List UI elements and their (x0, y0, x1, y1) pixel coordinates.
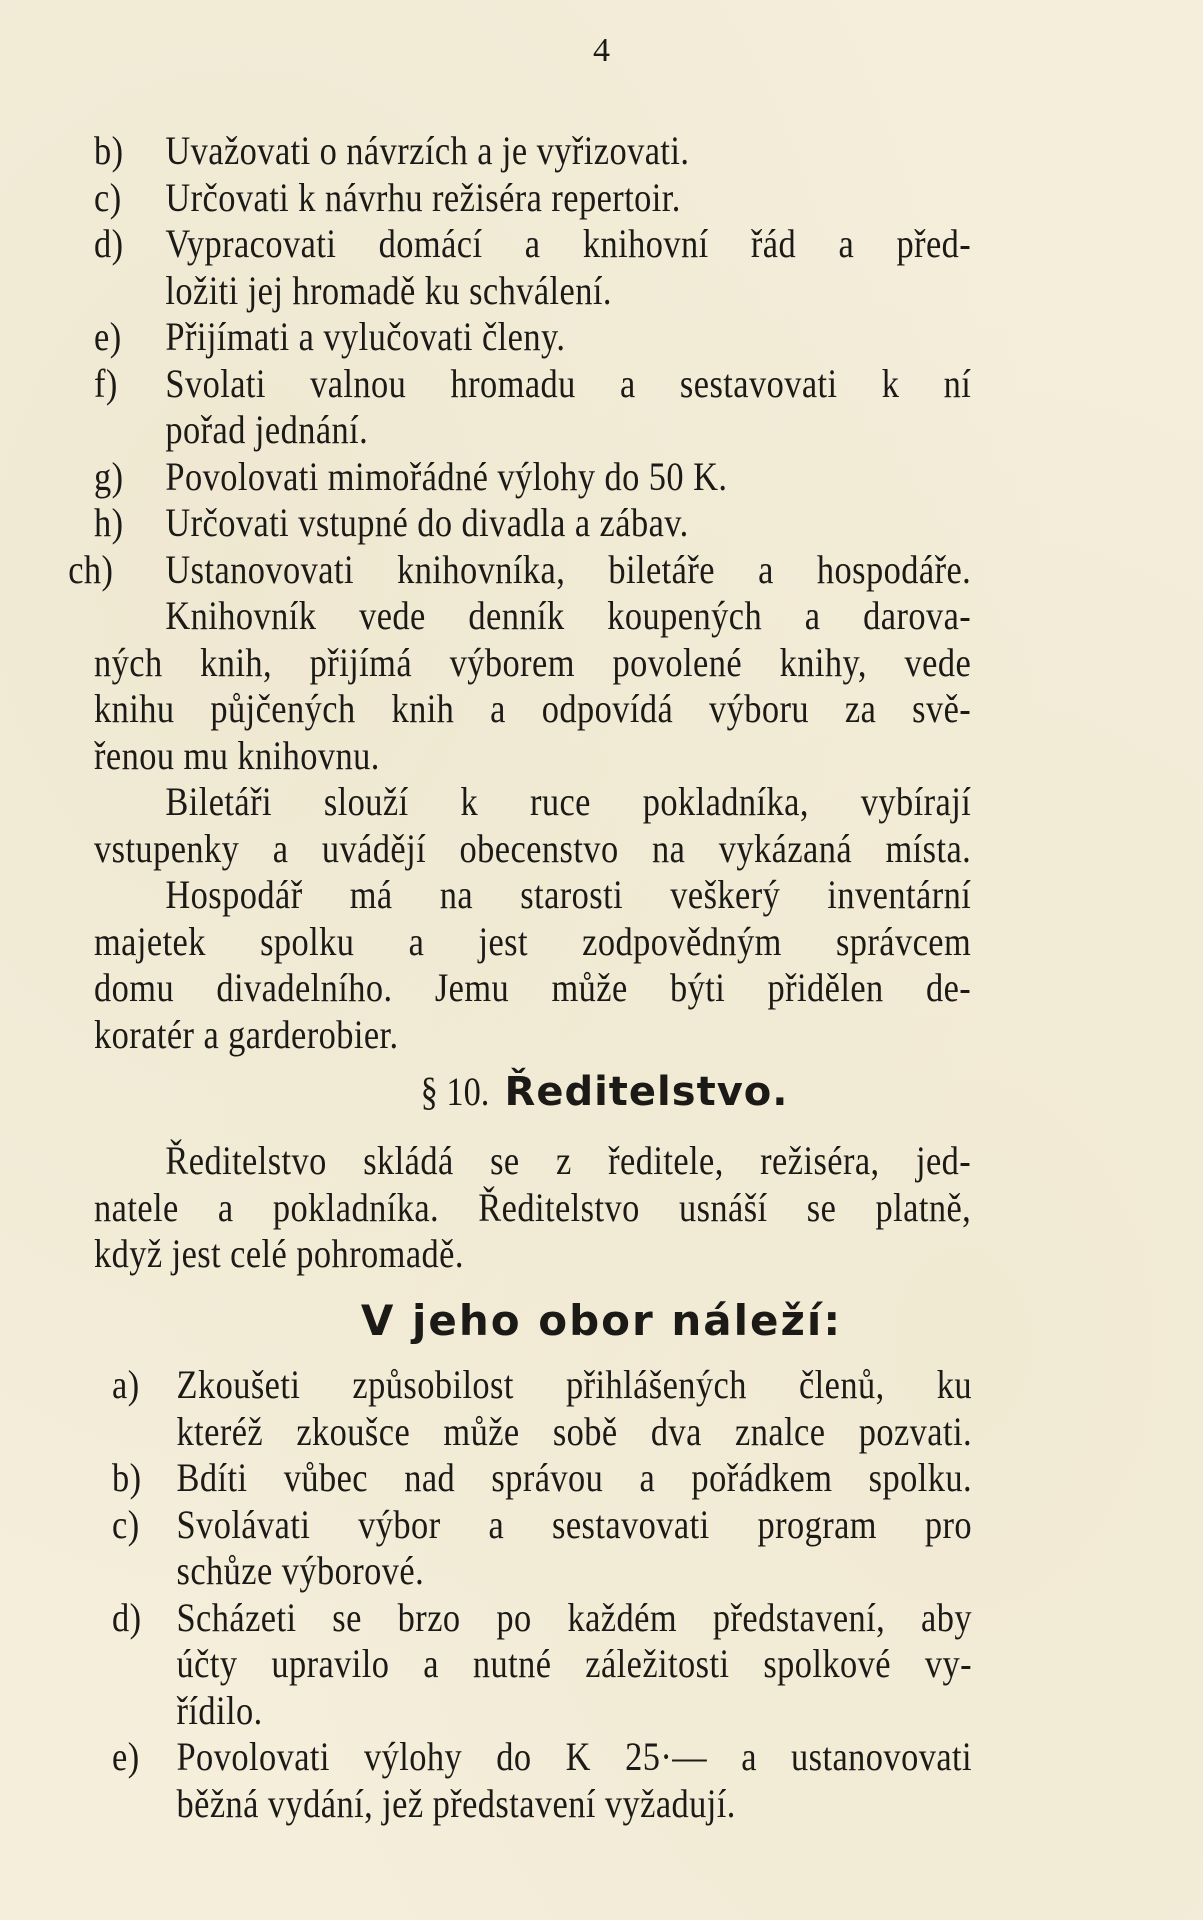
paragraph-text: ných knih, přijímá výborem povolené knihy, vede (94, 639, 972, 685)
list-item-text: Scházeti se brzo po každém představení, aby (176, 1594, 972, 1640)
paragraph-line (94, 1231, 971, 1278)
paragraph-line (94, 1012, 971, 1059)
paragraph-line (94, 826, 971, 873)
list-item-text: Určovati k návrhu režiséra repertoir. (165, 174, 681, 220)
paragraph-line (94, 686, 971, 733)
paragraph-indent (94, 1138, 165, 1185)
paragraph-line (94, 1138, 971, 1185)
list-item-text: účty upravilo a nutné záležitosti spolkové vy- (176, 1641, 972, 1686)
list-item-text: Povolovati mimořádné výlohy do 50 K. (165, 453, 728, 499)
list-item-label: ch) (68, 546, 114, 592)
subheading: V jeho obor náleží: (360, 1296, 843, 1345)
list-item (112, 1502, 972, 1549)
list-item (94, 175, 971, 222)
list-item-label: c) (112, 1501, 140, 1547)
list-item-continuation (112, 1641, 972, 1688)
list-item-text: Vypracovati domácí a knihovní řád a před- (165, 221, 972, 266)
list-item (94, 221, 971, 268)
list-item-label: g) (94, 453, 124, 499)
page-number: 4 (593, 32, 610, 69)
list-item-text: řídilo. (176, 1687, 263, 1733)
list-item-label: d) (94, 221, 124, 266)
paragraph-line (94, 965, 971, 1012)
paragraph-line (94, 593, 971, 640)
list-item-text: schůze výborové. (176, 1548, 425, 1593)
list-item-text: Ustanovovati knihovníka, biletáře a hospodáře. (165, 546, 972, 592)
paragraph-text: domu divadelního. Jemu může býti přidělen de- (94, 965, 972, 1010)
paragraph-text: Ředitelstvo skládá se z ředitele, režiséra, jed- (165, 1138, 972, 1183)
list-item-label: c) (94, 174, 122, 220)
duties-list-committee (68, 128, 972, 1058)
list-item-continuation (112, 1781, 972, 1828)
paragraph-line (94, 733, 971, 780)
list-item-label-spacer (112, 1409, 177, 1456)
paragraph-text: Knihovník vede denník koupených a darova- (165, 593, 972, 638)
list-item-text: Povolovati výlohy do K 25·— a ustanovovati (176, 1734, 972, 1779)
list-item (112, 1455, 972, 1502)
paragraph-text: Biletáři slouží k ruce pokladníka, vybírají (165, 779, 972, 824)
list-item-label-spacer (112, 1641, 177, 1688)
list-item (68, 546, 972, 594)
paragraph-text: majetek spolku a jest zodpovědným správcem (94, 918, 972, 964)
list-item-label-spacer (112, 1688, 177, 1735)
list-item (94, 128, 971, 175)
paragraph-text: Hospodář má na starosti veškerý inventární (165, 872, 972, 917)
paragraph-line (94, 640, 971, 687)
list-item-label-spacer (112, 1781, 177, 1828)
paragraph-text: natele a pokladníka. Ředitelstvo usnáší se platně, (94, 1184, 972, 1230)
list-item-text: Určovati vstupné do divadla a zábav. (165, 500, 689, 545)
paragraph-text: když jest celé pohromadě. (94, 1231, 464, 1276)
list-item-continuation (94, 268, 971, 315)
paragraph-line (94, 872, 971, 919)
list-item-text: kteréž zkoušce může sobě dva znalce pozvati. (176, 1408, 972, 1454)
list-item-text: ložiti jej hromadě ku schválení. (165, 267, 612, 313)
list-item (94, 361, 971, 408)
list-item-label: f) (94, 360, 118, 406)
section-title: Ředitelstvo. (504, 1069, 789, 1115)
section-heading (0, 1068, 1203, 1115)
list-item-text: Svolati valnou hromadu a sestavovati k ní (165, 360, 972, 406)
list-item-continuation (94, 407, 971, 454)
paragraph-text: koratér a garderobier. (94, 1011, 399, 1057)
list-item-label: h) (94, 500, 124, 545)
paragraph-indent (94, 872, 165, 919)
list-item-text: Svolávati výbor a sestavovati program pro (176, 1501, 972, 1547)
list-item-label: b) (112, 1455, 142, 1500)
list-item-continuation (112, 1688, 972, 1735)
paragraph-line (94, 919, 971, 966)
section-paragraph (94, 1138, 971, 1278)
list-item-label-spacer (94, 407, 165, 454)
list-item (94, 454, 971, 501)
list-item-text: Přijímati a vylučovati členy. (165, 314, 566, 359)
list-item (112, 1362, 972, 1409)
list-item-continuation (112, 1548, 972, 1595)
list-item (94, 314, 971, 361)
list-item-label: d) (112, 1594, 142, 1640)
list-item-text: Zkoušeti způsobilost přihlášených členů, ku (176, 1362, 972, 1407)
list-item-text: Bdíti vůbec nad správou a pořádkem spolku. (176, 1455, 972, 1500)
list-item (112, 1595, 972, 1642)
list-item-label-spacer (94, 268, 165, 315)
list-item-text: Uvažovati o návrzích a je vyřizovati. (165, 128, 690, 173)
paragraph-indent (94, 593, 165, 640)
list-item-label: e) (112, 1734, 140, 1779)
list-item-text: běžná vydání, jež představení vyžadují. (176, 1780, 736, 1826)
section-number: § 10. (420, 1069, 489, 1114)
paragraph-text: vstupenky a uvádějí obecenstvo na vykázaná místa. (94, 825, 972, 871)
paragraph-line (94, 1185, 971, 1232)
list-item-label-spacer (112, 1548, 177, 1595)
paragraph-text: knihu půjčených knih a odpovídá výboru za svě- (94, 686, 972, 731)
paragraph-text: řenou mu knihovnu. (94, 732, 380, 778)
paragraph-indent (94, 779, 165, 826)
list-item-continuation (112, 1409, 972, 1456)
duties-list-directorate (112, 1362, 972, 1827)
list-item-label: a) (112, 1362, 140, 1407)
paragraph-line (94, 779, 971, 826)
list-item (94, 500, 971, 547)
list-item-label: b) (94, 128, 124, 173)
list-item-label: e) (94, 314, 122, 359)
list-item-text: pořad jednání. (165, 407, 369, 452)
list-item (112, 1734, 972, 1781)
